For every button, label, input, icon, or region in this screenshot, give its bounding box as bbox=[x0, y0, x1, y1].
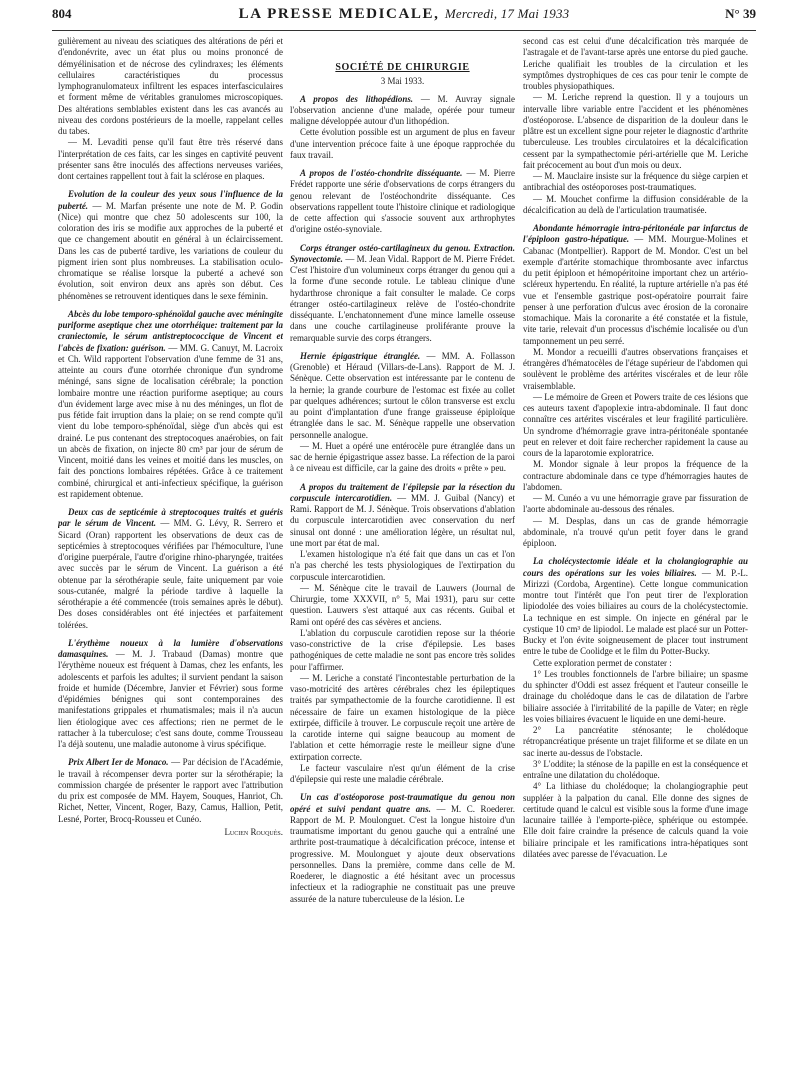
paragraph: — M. Leriche a constaté l'incontestable perturbation de la vaso-motricité des artères cérébrales chez les épileptiques traités par sympathectomie de la fourche carotidienne. Il est nécessaire de faire un examen histologique de la pièce extirpée, difficile à trouver. Le corpuscule reçoit une artère de la carotide interne qui saigne beaucoup au moment de l'ablation et cette hémorragie reste le meilleur signe d'une extirpation correcte. bbox=[290, 672, 515, 762]
article-text: — MM. A. Follasson (Grenoble) et Héraud (Villars-de-Lans). Rapport de M. J. Sénèque. Cette observation est intéressante par le contenu de la hernie; la grande courbure de l'estomac est fixée au collet par quelques adhérences; surtout le côlon transverse est exclu au point d'implantation d'une frange graisseuse épiploïque étranglée dans le sac. M. Sénèque rappelle une observation personnelle analogue. bbox=[290, 350, 515, 440]
article bbox=[58, 189, 283, 302]
article-title: Corps étranger ostéo-cartilagineux du genou. Extraction. Synovectomie. bbox=[290, 242, 515, 264]
article bbox=[290, 482, 515, 550]
column-middle bbox=[290, 36, 515, 1076]
paragraph: — M. Mouchet confirme la diffusion considérable de la décalcification au delà de l'articulation traumatisée. bbox=[523, 193, 748, 215]
article-text: — M. J. Trabaud (Damas) montre que l'érythème noueux est fréquent à Damas, chez les enfants, les adolescents et parfois les adultes; il survient pendant la saison froide et humide (Décembre, Janvier et Février) sous forme d'épidémies bénignes qui sont contemporaines des manifestations grippales et rhumatismales; mais il n'a aucun lien étiologique avec ces affections; rien ne permet de le rattacher à la tuberculose; c'est sans doute, comme Trousseau l'a déjà soutenu, une maladie autonome à virus spécifique. bbox=[58, 649, 283, 749]
paragraph: L'examen histologique n'a été fait que dans un cas et l'on n'a pas cherché les tests physiologiques de l'extirpation du corpuscule intercarotidien. bbox=[290, 549, 515, 582]
article bbox=[58, 638, 283, 751]
paragraph: second cas est celui d'une décalcification très marquée de l'astragale et de l'avant-tarse après une entorse du pied gauche. Leriche qualifiait les troubles de la circulation et les symptômes dystrophiques de ces cas pour tenir le compte de troubles physiopathiques. bbox=[523, 36, 748, 91]
list-item: 1° Les troubles fonctionnels de l'arbre biliaire; un spasme du sphincter d'Oddi est assez fréquent et l'auteur conseille le drainage du cholédoque dans le cas de dilatation de l'arbre biliaire associée à l'irritabilité de la papille de Vater; en règle les voies biliaires évacuent le liquide en une demi-heure. bbox=[523, 668, 748, 724]
article bbox=[523, 223, 748, 347]
article-title: A propos de l'ostéo-chondrite disséquante. bbox=[300, 168, 463, 178]
article bbox=[523, 556, 748, 657]
page-header bbox=[52, 6, 756, 32]
paragraph: — M. Huet a opéré une entérocèle pure étranglée dans un sac de hernie épigastrique assez basse. La réfection de la paroi à ce niveau est difficile, car la gaine des droits « prête » peu. bbox=[290, 440, 515, 474]
article-text: — M. P.-L. Mirizzi (Cordoba, Argentine). Cette longue communication montre tout l'intérêt que l'on peut tirer de l'exploration lipiodolée des voies biliaires au cours de la cholécystectomie. La technique en est simple. On injecte en général par le cystique 10 cm³ de lipiodol. Le malade est placé sur un Potter-Bucky et l'on évite soigneusement de placer tout instrument entre le tube de Coolidge et le film du Potter-Bucky. bbox=[523, 567, 748, 657]
article-title: Abondante hémorragie intra-péritonéale par infarctus de l'épiploon gastro-hépatique. bbox=[523, 223, 748, 245]
paragraph: M. Mondor signale à leur propos la fréquence de la contracture abdominale dans ce type d'hémorragies hautes de l'abdomen. bbox=[523, 459, 748, 492]
paragraph: — M. Leriche reprend la question. Il y a toujours un intervalle libre variable entre l'accident et les phénomènes d'ostéoporose. L'absence de disparition de la douleur dans le plâtre est un excellent signe pour rejeter le diagnostic d'arthrite tuberculeuse. Les troubles circulatoires et la décalcification cessent par la sympathectomie péri-artérielle que M. Leriche fait précocement au bout d'un mois ou deux. bbox=[523, 92, 748, 170]
article-title: Abcès du lobe temporo-sphénoïdal gauche avec méningite puriforme aseptique chez une otorrhéique: traitement par la craniectomie, le sérum antistreptococcique de Vincent et l'abcès de fixation: guérison. bbox=[58, 308, 283, 353]
article-text: — M. Jean Vidal. Rapport de M. Pierre Frédet. C'est l'histoire d'un volumineux corps étranger du genou qui a la forme d'une seconde rotule. Le tableau clinique d'une hydarthrose chronique a fait consulter le malade. Ce corps étranger ostéo-cartilagineux relève de l'ostéo-chondrite disséquante. L'enchatonnement d'une mince lamelle osseuse dans une couche cartilagineuse proliférante prouve la remarquable survie des corps étrangers. bbox=[290, 253, 515, 343]
list-item: 3° L'oddite; la sténose de la papille en est la conséquence et entraîne une dilatation du cholédoque. bbox=[523, 758, 748, 780]
paragraph: Le facteur vasculaire n'est qu'un élément de la crise d'épilepsie qui reste une maladie cérébrale. bbox=[290, 762, 515, 784]
paragraph: — M. Sénèque cite le travail de Lauwers (Journal de Chirurgie, tome XXXVII, n° 5, Mai 1931), paru sur cette question. Lauwers s'est attaqué aux cas récents. Guibal et Rami ont opéré des cas sévères et anciens. bbox=[290, 582, 515, 627]
article-text: — Par décision de l'Académie, le travail à récompenser devra porter sur la sérothérapie; la commission chargée de présenter le rapport avec l'attribution du prix est composée de MM. Hayem, Souques, Hanriot, Ch. Richet, Netter, Vincent, Roger, Bazy, Camus, Hallion, Petit, Lesné, Porter, Brocq-Rousseu et Cunéo. bbox=[58, 757, 283, 824]
paragraph: — Le mémoire de Green et Powers traite de ces lésions que ces auteurs taxent d'apoplexie intra-abdominale. Il faut donc connaître ces artérites viscérales et leur fragilité particulière. Un syndrome d'hémorragie grave intra-péritonéale spontanée peut en relever et doit faire rechercher rapidement la cause au cours de la laparotomie exploratrice. bbox=[523, 391, 748, 458]
article-text: — MM. Mourgue-Molines et Cabanac (Montpellier). Rapport de M. Mondor. C'est un bel exemple d'artérite stomachique thrombosante avec infarctus du petit épiploon et hémopéritoine important chez un artério-scléreux hypertendu. En réalité, la rupture artérielle n'a pas été vue et l'ensemble gastrique post-opératoire pourrait faire penser à une perforation d'ulcus avec érosion de la coronaire stomachique. Mais la coronarite a été constatée et la fistule, vite tarie, relevait d'un processus d'ischémie localisée ou d'un tamponnement un peu serré. bbox=[523, 234, 748, 346]
paragraph: — M. Mauclaire insiste sur la fréquence du siège carpien et antibrachial des ostéoporoses post-traumatiques. bbox=[523, 171, 748, 193]
article-title: La cholécystectomie idéale et la cholangiographie au cours des opérations sur les voies biliaires. bbox=[523, 556, 748, 578]
paragraph: Cette exploration permet de constater : bbox=[533, 657, 672, 668]
article bbox=[290, 168, 515, 236]
article-title: Un cas d'ostéoporose post-traumatique du genou non opéré et suivi pendant quatre ans. bbox=[290, 792, 515, 814]
article-title: Hernie épigastrique étranglée. bbox=[300, 350, 421, 361]
journal-name: LA PRESSE MEDICALE, bbox=[238, 6, 440, 22]
issue-number: N° 39 bbox=[725, 6, 756, 21]
article bbox=[290, 351, 515, 441]
header-rule bbox=[52, 30, 756, 31]
issue-date: Mercredi, 17 Mai 1933 bbox=[444, 6, 570, 21]
article-text: — M. C. Roederer. Rapport de M. P. Moulonguet. C'est la longue histoire d'un traumatisme important du genou gauche qui a entraîné une arthrite post-traumatique à décalcification précoce, intense et progressive. M. Moulonguet y ajoute deux observations personnelles. Dans la première, comme dans celle de M. Roederer, le diagnostic a été hésitant avec un processus infectieux et la radiographie ne constituait pas une preuve assurée de la nature tuberculeuse de la lésion. Le bbox=[290, 803, 515, 904]
page-number: 804 bbox=[52, 6, 72, 21]
author-signature: Lucien Rouquès. bbox=[224, 826, 283, 837]
paragraph: gulièrement au niveau des sciatiques des altérations de péri et d'endonévrite, avec un état plus ou moins prononcé de démyélinisation et de nécrose des cylindraxes; les éléments cellulaires caractéristiques du processus lymphogranulomateux infiltrent les espaces interfasciculaires et forment même de véritables granulomes microscopiques. Des altérations semblables existent dans les cas avancés au niveau des cordons postérieurs de la moelle, rappelant celles du tabes. bbox=[58, 36, 283, 136]
article-text: — M. Marfan présente une note de M. P. Godin (Nice) qui montre que chez 50 adolescents sur 100, la coloration des iris se modifie aux approches de la puberté et que ce changement aboutit en général à un éclaircissement. Dans les cas de puberté tardive, les variations de couleur du pigment irien sont plus nombreuses. La stabilisation oculo-chromatique se réalise lorsque la puberté a achevé son évolution, soit environ deux ans après son début. Ces phénomènes se retrouvent identiques dans le sexe féminin. bbox=[58, 200, 283, 301]
article-text: — MM. G. Canuyt, M. Lacroix et Ch. Wild rapportent l'observation d'une femme de 31 ans, atteinte au cours d'une otorrhée chronique d'un syndrome méningé, sans signe de localisation cérébrale; la ponction lombaire montre une réaction puriforme aseptique; au cours d'un évidement large avec mise à nu des méninges, un flot de pus fétide fait irruption dans la plaie; on se rend compte qu'il vient du lobe temporo-sphénoïdal, siège d'un abcès qui est drainé. Le pus contenant des streptocoques anaérobies, on fait un abcès de fixation, on injecte 80 cm³ par jour de sérum de Vincent, moitié dans les veines et moitié dans les muscles, on fait des ponctions lombaires répétées. Grâce à ce traitement combiné, chirurgical et anti-infectieux spécifique, la guérison est rapidement obtenue. bbox=[58, 342, 283, 499]
list-item: 2° La pancréatite sténosante; le cholédoque rétropancréatique présente un trajet filiforme et se dilate en un sac inerte au-dessus de l'obstacle. bbox=[523, 725, 748, 758]
article bbox=[290, 792, 515, 905]
article-title: A propos du traitement de l'épilepsie par la résection du corpuscule intercarotidien. bbox=[290, 481, 515, 503]
article-title: A propos des lithopédions. bbox=[300, 93, 414, 104]
paragraph: — M. Desplas, dans un cas de grande hémorragie abdominale, n'a trouvé qu'un petit foyer dans le grand épiploon. bbox=[523, 515, 748, 548]
article-title: Evolution de la couleur des yeux sous l'influence de la puberté. bbox=[58, 189, 283, 211]
list-item: 4° La lithiase du cholédoque; la cholangiographie peut suppléer à la palpation du canal. Elle donne des signes de certitude quand le calcul est visible sous la forme d'une image lacunaire taillée à l'emporte-pièce, sphérique ou estompée. Elle doit faire craindre la présence de calculs quand la voie biliaire principale et les ramifications intra-hépatiques sont dilatées avec paresse de l'évacuation. Le bbox=[523, 781, 748, 859]
column-left bbox=[58, 36, 283, 1076]
article-title: Deux cas de septicémie à streptocoques traités et guéris par le sérum de Vincent. bbox=[58, 507, 283, 529]
paragraph: Cette évolution possible est un argument de plus en faveur d'une intervention précoce faite à une époque rapprochée du faux travail. bbox=[290, 127, 515, 160]
article-text: — MM. G. Lévy, R. Serrero et Sicard (Oran) rapportent les observations de deux cas de septicémies à streptocoques vérifiées par l'hémoculture, l'une d'origine puerpérale, l'autre d'origine rhino-pharyngée, traitées avec succès par le sérum de Vincent. La guérison a été obtenue par la sérothérapie seule, faite uniquement par voie sous-cutanée, malgré la période tardive à laquelle la sérothérapie a été commencée (trois semaines après le début). Des doses considérables ont été injectées et parfaitement tolérées. bbox=[58, 518, 283, 630]
journal-title bbox=[122, 6, 686, 23]
article-text: — MM. J. Guibal (Nancy) et Rami. Rapport de M. J. Sénèque. Trois observations d'ablation du corpuscule intercarotidien avec conservation du nerf sinusal ont donné : une amélioration légère, un résultat nul, une mort par état de mal. bbox=[290, 492, 515, 548]
article bbox=[290, 243, 515, 344]
article-text: — M. Auvray signale l'observation ancienne d'une malade, opérée pour tumeur maligne développée autour d'un lithopédion. bbox=[290, 93, 515, 126]
article bbox=[58, 309, 283, 500]
column-right bbox=[523, 36, 748, 1076]
article bbox=[58, 507, 283, 631]
society-date: 3 Mai 1933. bbox=[380, 76, 425, 87]
article bbox=[290, 94, 515, 128]
article-text: — M. Pierre Frédet rapporte une série d'observations de corps étrangers du genou relevant de l'ostéochondrite disséquante. Ces observations rappellent toute l'histoire clinique et radiologique de cette affection qui s'associe souvent aux arthrophytes d'origine ostéo-synoviale. bbox=[290, 168, 515, 235]
society-heading: SOCIÉTÉ DE CHIRURGIE bbox=[335, 62, 470, 73]
paragraph: — M. Cunéo a vu une hémorragie grave par fissuration de l'aorte abdominale au-dessous des rénales. bbox=[523, 493, 748, 515]
article-title: L'érythème noueux à la lumière d'observations damasquines. bbox=[58, 637, 283, 659]
paragraph: — M. Levaditi pense qu'il faut être très réservé dans l'interprétation de ces faits, car les singes en captivité peuvent présenter sans être inoculés des affections nerveuses variées, dont certaines rappellent tout à fait la sclérose en plaques. bbox=[58, 137, 283, 181]
paragraph: M. Mondor a recueilli d'autres observations françaises et étrangères d'hématocèles de l'étage supérieur de l'abdomen qui soulèvent le problème des artérites viscérales et de leur rôle vraisemblable. bbox=[523, 346, 748, 391]
article-title: Prix Albert Ier de Monaco. bbox=[68, 757, 169, 768]
paragraph: L'ablation du corpuscule carotidien repose sur la théorie vaso-constrictive de la crise d'épilepsie. Les bases pathogéniques de cette maladie ne sont pas encore très solides pour l'affirmer. bbox=[290, 627, 515, 672]
article bbox=[58, 757, 283, 825]
